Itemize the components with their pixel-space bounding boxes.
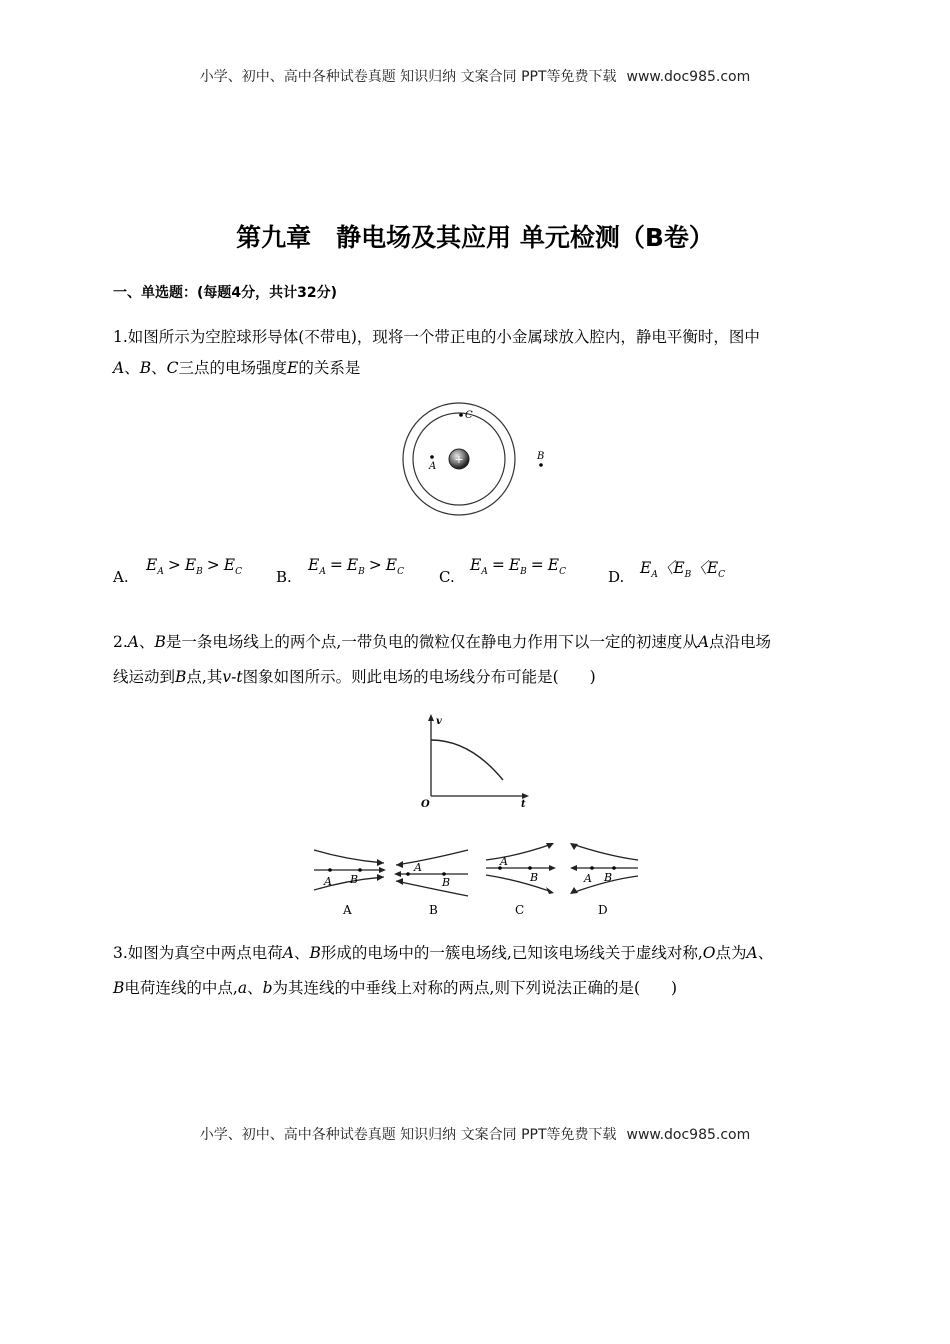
label-c: C: [465, 410, 473, 421]
diagram-d: [570, 843, 638, 917]
question-3: [113, 938, 838, 1004]
option-b-expr[interactable]: $E_A = E_B > E_C$: [308, 556, 404, 578]
section-heading: 一、单选题：(每题4分，共计32分): [113, 285, 338, 301]
point-b-dot: [539, 463, 543, 467]
choice-d-label: D: [598, 903, 608, 917]
diagram-c: [486, 843, 556, 917]
svg-text:B: B: [530, 871, 539, 884]
svg-text:B: B: [442, 876, 451, 889]
vt-curve: [431, 740, 503, 780]
v-axis-arrow: [428, 714, 434, 721]
question-3-line-1: 3.如图为真空中两点电荷A、B形成的电场中的一簇电场线,已知该电场线关于虚线对称,O点为A、: [113, 944, 774, 962]
question-1-line-2: A、B、C三点的电场强度E的关系是: [113, 359, 361, 377]
option-b-letter[interactable]: B.: [276, 568, 292, 586]
question-3-line-2: B电荷连线的中点,a、b为其连线的中垂线上对称的两点,则下列说法正确的是( ): [113, 979, 678, 997]
diagram-b: [394, 850, 468, 917]
q1-shell-figure: [395, 400, 565, 520]
t-label: t: [521, 799, 526, 810]
page-title: 第九章 静电场及其应用 单元检测（B卷）: [236, 223, 714, 252]
choice-c-label: C: [515, 903, 525, 917]
page-header: [0, 66, 950, 86]
svg-text:B: B: [350, 873, 359, 886]
svg-text:A: A: [324, 875, 332, 888]
option-c-letter[interactable]: C.: [439, 568, 455, 586]
page-footer: [0, 1124, 950, 1144]
option-d-expr[interactable]: $E_A$〈$E_B$〈$E_C$: [640, 559, 726, 581]
header-url[interactable]: www.doc985.com: [626, 69, 751, 85]
question-2-line-2: 线运动到B点,其v-t图象如图所示。则此电场的电场线分布可能是( ): [113, 668, 596, 686]
diagram-a: [314, 850, 386, 917]
question-1: [113, 322, 838, 384]
footer-text: 小学、初中、高中各种试卷真题 知识归纳 文案合同 PPT等免费下载: [199, 1127, 617, 1143]
point-c-dot: [459, 413, 463, 417]
field-line-diagrams: [308, 838, 648, 920]
option-a-letter[interactable]: A.: [113, 568, 129, 586]
svg-text:B: B: [604, 871, 613, 884]
point-a-dot: [430, 455, 434, 459]
question-2: [113, 627, 838, 693]
svg-text:A: A: [500, 855, 508, 868]
option-c-expr[interactable]: $E_A = E_B = E_C$: [470, 556, 566, 578]
label-a: A: [429, 461, 437, 472]
footer-url[interactable]: www.doc985.com: [626, 1127, 751, 1143]
question-1-line-1: 1.如图所示为空腔球形导体(不带电)，现将一个带正电的小金属球放入腔内，静电平衡时，图中: [113, 328, 760, 346]
label-b: B: [537, 451, 545, 462]
question-2-line-1: 2.A、B是一条电场线上的两个点,一带负电的微粒仅在静电力作用下以一定的初速度从A点沿电场: [113, 633, 772, 651]
svg-text:A: A: [414, 861, 422, 874]
choice-b-label: B: [429, 903, 438, 917]
svg-text:A: A: [584, 872, 592, 885]
v-label: v: [436, 716, 442, 727]
option-d-letter[interactable]: D.: [608, 568, 625, 586]
option-a-expr[interactable]: $E_A > E_B > E_C$: [146, 556, 242, 578]
vt-graph: [415, 712, 540, 812]
origin-label: O: [421, 799, 430, 810]
plus-sign: +: [454, 453, 464, 466]
choice-a-label: A: [343, 903, 352, 917]
header-text: 小学、初中、高中各种试卷真题 知识归纳 文案合同 PPT等免费下载: [199, 69, 617, 85]
